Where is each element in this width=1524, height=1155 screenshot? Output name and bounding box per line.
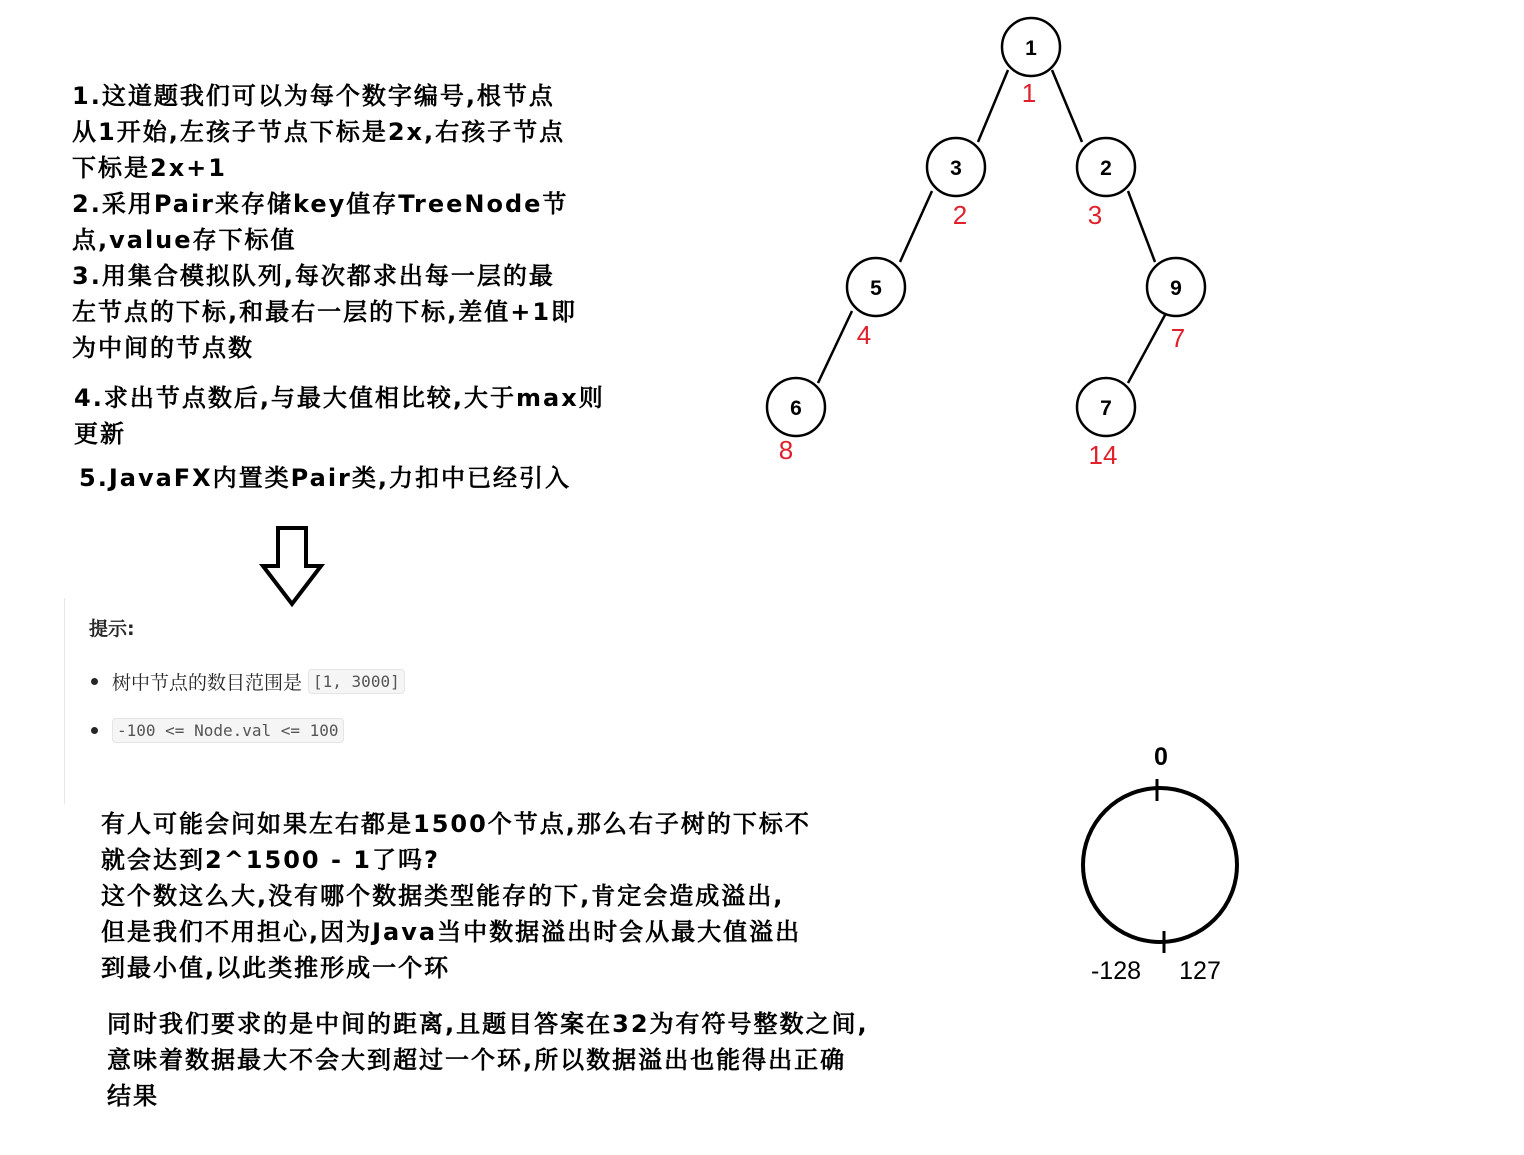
- hint-item-node-count: [91, 668, 405, 695]
- hint-code-value-range: -100 <= Node.val <= 100: [112, 718, 344, 743]
- overflow-ring-diagram: [1050, 735, 1290, 995]
- hint-item-node-value: [91, 718, 344, 743]
- tree-node-index: 7: [1170, 323, 1186, 353]
- ring-label-max: 127: [1179, 957, 1221, 985]
- bullet-icon: [91, 678, 98, 685]
- tree-node-index: 3: [1087, 200, 1103, 230]
- tree-node-value: 3: [950, 157, 962, 180]
- hint-code-range: [1, 3000]: [308, 669, 405, 694]
- ring-label-min: -128: [1090, 957, 1142, 985]
- tree-edge-5-6: [818, 311, 852, 383]
- tree-node-index: 4: [856, 320, 872, 350]
- explanation-step-4: 4.求出节点数后,与最大值相比较,大于max则 更新: [74, 384, 605, 448]
- tree-edge-2-9: [1128, 191, 1155, 262]
- ring-label-zero: 0: [1154, 743, 1168, 771]
- tree-edge-1-3: [978, 70, 1008, 142]
- hint-title: 提示:: [89, 618, 135, 640]
- overflow-conclusion: 同时我们要求的是中间的距离,且题目答案在32为有符号整数之间, 意味着数据最大不会大到超过一个环,所以数据溢出也能得出正确 结果: [107, 1010, 869, 1110]
- tree-node-value: 2: [1100, 157, 1112, 180]
- explanation-step-5: 5.JavaFX内置类Pair类,力扣中已经引入: [79, 464, 571, 492]
- tree-edge-9-7: [1128, 315, 1165, 383]
- overflow-ring: [1083, 788, 1237, 942]
- tree-edge-1-2: [1052, 70, 1082, 142]
- hint-item-text: 树中节点的数目范围是: [112, 672, 303, 694]
- tree-node-value: 6: [790, 397, 802, 420]
- binary-tree-diagram: [0, 0, 1524, 500]
- tree-node-value: 1: [1025, 37, 1037, 60]
- overflow-explanation: 有人可能会问如果左右都是1500个节点,那么右子树的下标不 就会达到2^1500 - 1了吗? 这个数这么大,没有哪个数据类型能存的下,肯定会造成溢出, 但是我们不用担心,因为Java当中数据溢出时会从最大值溢出 到最小值,以此类推形成一个环: [101, 810, 811, 982]
- tree-node-index: 2: [952, 200, 968, 230]
- explanation-steps-1-3: 1.这道题我们可以为每个数字编号,根节点 从1开始,左孩子节点下标是2x,右孩子节点 下标是2x+1 2.采用Pair来存储key值存TreeNode节 点,value存下标值 3.用集合模拟队列,每次都求出每一层的最 左节点的下标,和最右一层的下标,差值+1即 为中间的节点数: [72, 82, 578, 362]
- tree-edge-3-5: [900, 191, 932, 262]
- tree-node-index: 1: [1021, 78, 1037, 108]
- down-arrow-icon: [258, 526, 326, 608]
- tree-node-index: 8: [778, 435, 794, 465]
- tree-node-value: 9: [1170, 277, 1182, 300]
- tree-node-index: 14: [1088, 440, 1118, 470]
- tree-node-value: 7: [1100, 397, 1112, 420]
- bullet-icon: [91, 727, 98, 734]
- hint-panel: [64, 598, 485, 804]
- tree-node-value: 5: [870, 277, 882, 300]
